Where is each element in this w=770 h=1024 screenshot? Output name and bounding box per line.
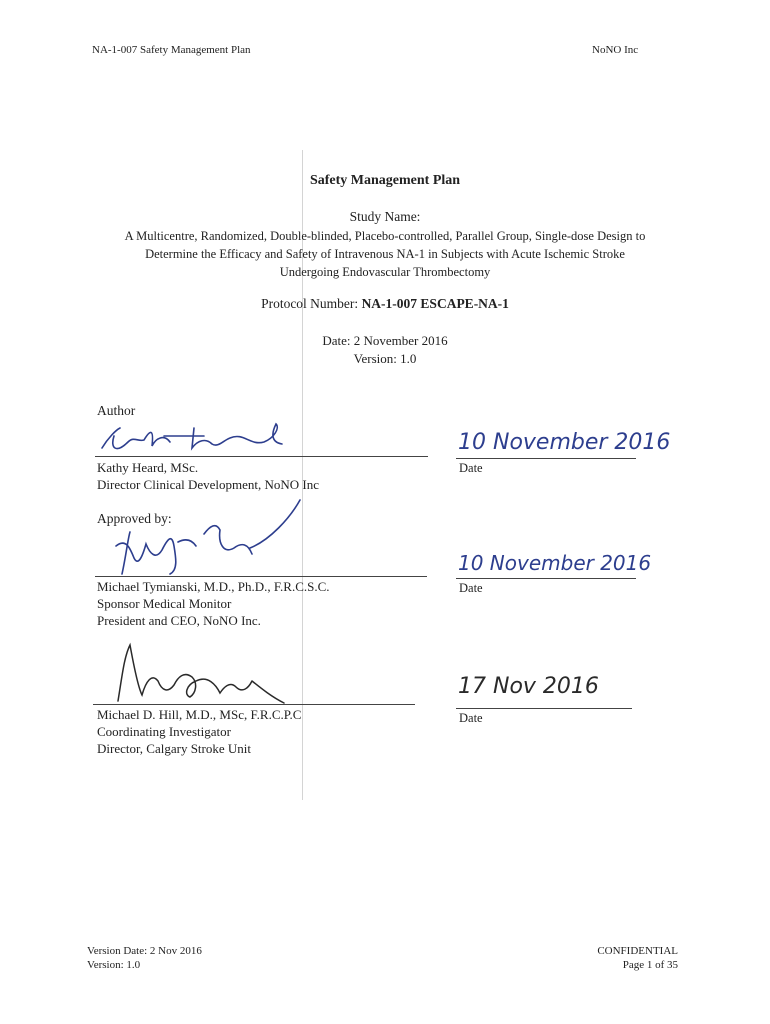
signatory-name: Kathy Heard, MSc. <box>97 460 199 475</box>
signatory-block <box>97 706 301 757</box>
signatory-name: Michael D. Hill, M.D., MSc, F.R.C.P.C <box>97 707 302 722</box>
footer-version: Version: 1.0 <box>87 959 141 971</box>
study-name-line: Undergoing Endovascular Thrombectomy <box>279 265 491 279</box>
author-label: Author <box>97 403 136 418</box>
study-name-line: A Multicentre, Randomized, Double-blinded, Placebo-controlled, Parallel Group, Single-dose Design to <box>124 229 646 243</box>
protocol-number <box>60 296 710 312</box>
handwritten-date: 17 Nov 2016 <box>458 674 599 699</box>
footer-page-number: Page 1 of 35 <box>622 959 678 971</box>
signature-line <box>93 704 415 705</box>
footer-version-date: Version Date: 2 Nov 2016 <box>87 945 202 957</box>
date-label: Date <box>459 581 483 595</box>
handwritten-date: 10 November 2016 <box>458 430 671 455</box>
date-line <box>456 458 636 459</box>
signature-line <box>95 456 428 457</box>
footer-confidential-block <box>560 944 678 972</box>
date-label: Date <box>459 461 483 475</box>
signature-michael-tymianski <box>100 498 310 578</box>
protocol-label: Protocol Number: <box>261 296 359 311</box>
signature-michael-hill <box>112 637 292 705</box>
protocol-value: NA-1-007 ESCAPE-NA-1 <box>361 296 509 311</box>
signatory-name: Michael Tymianski, M.D., Ph.D., F.R.C.S.C. <box>97 579 330 594</box>
study-name-label: Study Name: <box>349 209 421 224</box>
signatory-block <box>97 578 330 629</box>
document-version: Version: 1.0 <box>353 351 417 366</box>
date-line <box>456 708 632 709</box>
signature-line <box>95 576 427 577</box>
approved-by-label: Approved by: <box>97 511 172 526</box>
header-document-code: NA-1-007 Safety Management Plan <box>92 44 251 56</box>
study-name-text <box>60 227 710 281</box>
signatory-role: Sponsor Medical Monitor <box>97 596 232 611</box>
date-line <box>456 578 636 579</box>
study-name-line: Determine the Efficacy and Safety of Intravenous NA-1 in Subjects with Acute Ischemic Stroke <box>145 247 625 261</box>
footer-confidential: CONFIDENTIAL <box>597 945 678 957</box>
footer-version-block <box>87 944 202 972</box>
document-date: Date: 2 November 2016 <box>322 333 448 348</box>
signature-kathy-heard <box>94 418 294 458</box>
date-label: Date <box>459 711 483 725</box>
signatory-role: President and CEO, NoNO Inc. <box>97 613 261 628</box>
signatory-role: Director, Calgary Stroke Unit <box>97 741 251 756</box>
signatory-role: Coordinating Investigator <box>97 724 231 739</box>
signatory-role: Director Clinical Development, NoNO Inc <box>97 477 320 492</box>
handwritten-date: 10 November 2016 <box>458 551 652 575</box>
header-company: NoNO Inc <box>592 44 639 56</box>
signatory-block <box>97 459 319 493</box>
document-title: Safety Management Plan <box>309 173 461 188</box>
